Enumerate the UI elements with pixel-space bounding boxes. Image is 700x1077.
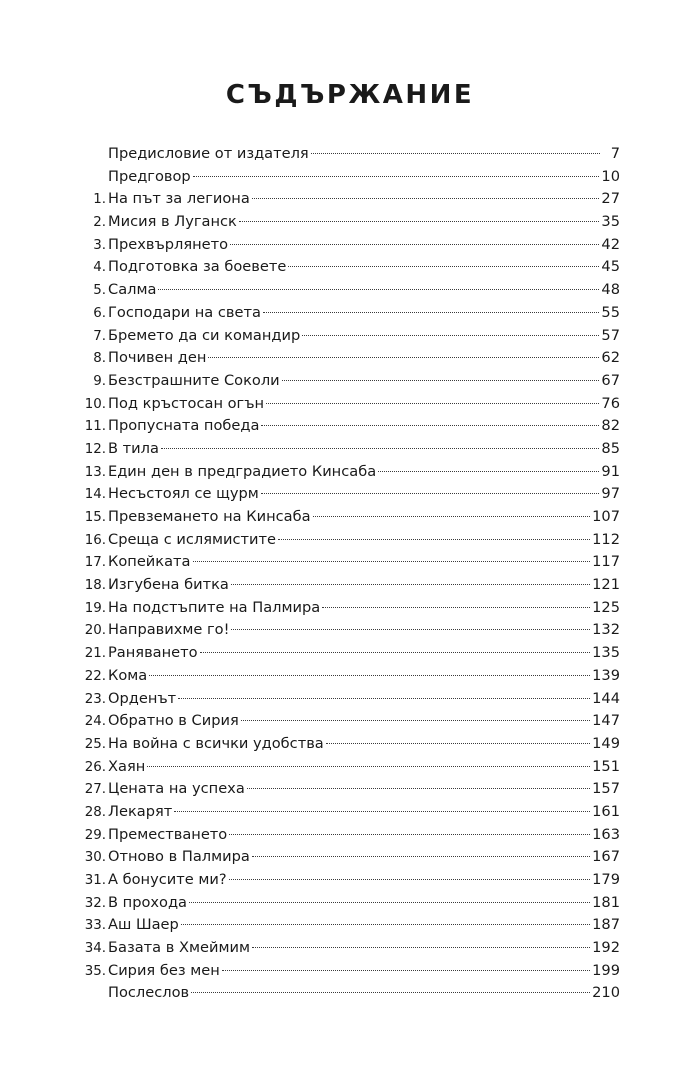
toc-entry — [78, 869, 620, 892]
toc-entry-number: 12. — [84, 441, 106, 457]
page-title: СЪДЪРЖАНИЕ — [225, 80, 475, 110]
dot-leader — [189, 902, 590, 903]
toc-entry-title: Несъстоял се щурм — [108, 485, 259, 503]
toc-entry-number: 32. — [84, 895, 106, 911]
toc-entry-number: 1. — [93, 192, 106, 208]
toc-entry-title: Безстрашните Соколи — [108, 371, 280, 389]
toc-entry-page: 181 — [592, 893, 620, 911]
toc-entry — [78, 166, 620, 189]
dot-leader — [252, 198, 600, 199]
toc-entry-page: 117 — [592, 553, 620, 571]
toc-entry-page: 7 — [610, 145, 620, 162]
toc-entry — [78, 393, 620, 416]
toc-entry-page: 55 — [601, 303, 620, 321]
toc-entry-title: В тила — [108, 439, 159, 457]
toc-entry — [78, 846, 620, 869]
toc-entry-title: Преместването — [108, 825, 228, 843]
toc-entry-number: 14. — [84, 487, 106, 503]
dot-leader — [193, 561, 591, 562]
toc-entry-page: 132 — [592, 621, 620, 639]
toc-entry-number: 9. — [93, 373, 106, 389]
table-of-contents — [78, 143, 620, 1005]
dot-leader — [322, 607, 590, 608]
toc-entry-page: 144 — [592, 689, 620, 707]
toc-entry-title: Обратно в Сирия — [108, 712, 239, 730]
toc-entry-page: 163 — [592, 825, 620, 843]
toc-entry-number: 6. — [93, 305, 106, 321]
toc-entry-title: Предисловие от издателя — [108, 145, 309, 162]
toc-entry-title: В прохода — [108, 893, 187, 911]
toc-entry-page: 121 — [592, 576, 620, 594]
toc-entry-title: Салма — [108, 281, 157, 299]
toc-entry-title: Подготовка за боевете — [108, 258, 287, 276]
toc-entry — [78, 347, 620, 370]
toc-entry-title: А бонусите ми? — [108, 871, 227, 888]
dot-leader — [158, 289, 599, 290]
toc-entry — [78, 143, 620, 166]
toc-entry-title: Базата в Хмеймим — [108, 939, 250, 957]
toc-entry-page: 107 — [592, 508, 620, 525]
toc-entry-title: Лекарят — [108, 802, 173, 820]
toc-entry-number: 11. — [84, 419, 106, 435]
toc-entry-title: На път за легиона — [108, 190, 250, 208]
toc-entry-title: Раняването — [108, 644, 198, 662]
toc-entry-page: 35 — [601, 213, 620, 231]
toc-entry — [78, 619, 620, 642]
toc-entry-title: Копейката — [108, 553, 191, 571]
toc-entry-page: 149 — [592, 734, 620, 752]
toc-entry — [78, 960, 620, 983]
toc-entry-title: Един ден в предградието Кинсаба — [108, 462, 377, 480]
toc-entry — [78, 801, 620, 824]
toc-entry-number: 18. — [84, 578, 106, 594]
toc-entry — [78, 733, 620, 756]
toc-entry-page: 151 — [592, 757, 620, 775]
toc-entry-number: 31. — [84, 873, 106, 888]
toc-entry-page: 125 — [592, 598, 620, 616]
toc-entry-title: Превземането на Кинсаба — [108, 508, 311, 525]
toc-entry-page: 27 — [601, 190, 620, 208]
toc-entry-number: 5. — [93, 283, 106, 299]
toc-entry-number: 3. — [93, 237, 106, 253]
toc-entry — [78, 937, 620, 960]
toc-entry-number: 33. — [84, 918, 106, 934]
dot-leader — [247, 788, 590, 789]
toc-entry-page: 210 — [592, 984, 620, 1002]
toc-entry-number: 25. — [84, 736, 106, 752]
toc-entry — [78, 574, 620, 597]
toc-entry-number: 27. — [84, 782, 106, 798]
toc-entry-number: 26. — [84, 759, 106, 775]
toc-entry-number: 21. — [84, 646, 106, 662]
toc-entry-number: 22. — [84, 668, 106, 684]
dot-leader — [149, 675, 590, 676]
toc-entry-page: 91 — [601, 462, 620, 480]
toc-entry-page: 10 — [601, 167, 620, 185]
toc-entry — [78, 325, 620, 348]
toc-entry-number: 19. — [84, 600, 106, 616]
toc-entry-title: Господари на света — [108, 303, 261, 321]
dot-leader — [326, 743, 590, 744]
toc-entry-number: 15. — [84, 510, 106, 525]
dot-leader — [263, 312, 600, 313]
toc-entry — [78, 370, 620, 393]
toc-entry — [78, 982, 620, 1005]
toc-entry-title: Хаян — [108, 757, 146, 775]
toc-entry-page: 67 — [601, 371, 620, 389]
toc-entry — [78, 914, 620, 937]
toc-entry — [78, 710, 620, 733]
toc-entry-page: 179 — [592, 871, 620, 888]
toc-entry — [78, 279, 620, 302]
dot-leader — [147, 766, 590, 767]
toc-entry-title: Аш Шаер — [108, 916, 179, 934]
toc-entry-number: 16. — [84, 532, 106, 548]
toc-entry — [78, 483, 620, 506]
dot-leader — [208, 357, 599, 358]
toc-entry-title: Пропусната победа — [108, 417, 260, 435]
toc-entry — [78, 188, 620, 211]
toc-entry-number: 24. — [84, 714, 106, 730]
toc-entry-title: Среща с ислямистите — [108, 530, 277, 548]
toc-entry-title: Бремето да си командир — [108, 326, 301, 344]
toc-entry-page: 192 — [592, 939, 620, 957]
toc-entry-number: 4. — [93, 260, 106, 276]
toc-entry — [78, 665, 620, 688]
dot-leader — [266, 403, 599, 404]
dot-leader — [239, 221, 600, 222]
toc-entry — [78, 892, 620, 915]
toc-entry-number: 28. — [84, 804, 106, 820]
toc-entry-page: 62 — [601, 349, 620, 367]
toc-entry-page: 57 — [601, 326, 620, 344]
dot-leader — [229, 879, 591, 880]
toc-entry-page: 199 — [592, 961, 620, 979]
toc-entry-title: Отново в Палмира — [108, 848, 250, 866]
toc-entry — [78, 824, 620, 847]
toc-entry-number: 7. — [93, 328, 106, 344]
toc-entry-page: 42 — [601, 235, 620, 253]
toc-entry-title: Цената на успеха — [108, 780, 245, 798]
toc-entry — [78, 529, 620, 552]
dot-leader — [302, 335, 599, 336]
toc-entry — [78, 642, 620, 665]
toc-entry-page: 139 — [592, 666, 620, 684]
toc-entry-title: На подстъпите на Палмира — [108, 598, 321, 616]
toc-entry-page: 48 — [601, 281, 620, 299]
toc-entry-number: 17. — [84, 555, 106, 571]
toc-entry-page: 161 — [592, 802, 620, 820]
toc-entry-title: Изгубена битка — [108, 576, 229, 594]
dot-leader — [282, 380, 600, 381]
toc-entry-number: 29. — [84, 827, 106, 843]
toc-entry-page: 82 — [601, 417, 620, 435]
toc-entry-page: 157 — [592, 780, 620, 798]
dot-leader — [178, 698, 590, 699]
toc-entry-title: Предговор — [108, 167, 191, 185]
dot-leader — [222, 970, 590, 971]
toc-entry-page: 112 — [592, 530, 620, 548]
toc-entry-number: 23. — [84, 691, 106, 707]
dot-leader — [252, 856, 590, 857]
toc-entry — [78, 506, 620, 529]
toc-entry-page: 76 — [601, 394, 620, 412]
toc-entry-number: 2. — [93, 215, 106, 231]
toc-entry-page: 135 — [592, 644, 620, 662]
toc-entry — [78, 551, 620, 574]
toc-entry-number: 20. — [84, 623, 106, 639]
dot-leader — [378, 471, 599, 472]
dot-leader — [231, 584, 590, 585]
toc-entry-number: 34. — [84, 941, 106, 957]
toc-entry — [78, 597, 620, 620]
dot-leader — [161, 448, 600, 449]
dot-leader — [261, 425, 599, 426]
toc-entry-page: 147 — [592, 712, 620, 730]
toc-entry-page: 167 — [592, 848, 620, 866]
dot-leader — [261, 493, 600, 494]
dot-leader — [229, 834, 590, 835]
toc-entry-page: 187 — [592, 916, 620, 934]
toc-entry-number: 35. — [84, 963, 106, 979]
toc-entry-page: 45 — [601, 258, 620, 276]
toc-entry-title: Мисия в Луганск — [108, 213, 237, 231]
toc-entry — [78, 688, 620, 711]
toc-entry-title: Послеслов — [108, 984, 190, 1002]
dot-leader — [241, 720, 590, 721]
dot-leader — [174, 811, 590, 812]
dot-leader — [311, 153, 600, 154]
toc-entry — [78, 756, 620, 779]
toc-entry-number: 13. — [84, 464, 106, 480]
toc-entry — [78, 302, 620, 325]
dot-leader — [200, 652, 591, 653]
toc-entry-title: На война с всички удобства — [108, 734, 324, 752]
toc-entry — [78, 438, 620, 461]
toc-entry-title: Сирия без мен — [108, 961, 220, 979]
toc-entry — [78, 234, 620, 257]
toc-entry-page: 85 — [601, 439, 620, 457]
dot-leader — [252, 947, 590, 948]
dot-leader — [288, 266, 599, 267]
toc-entry-page: 97 — [601, 485, 620, 503]
toc-entry-title: Кома — [108, 666, 148, 684]
toc-entry — [78, 778, 620, 801]
dot-leader — [193, 176, 600, 177]
toc-entry-number: 10. — [84, 396, 106, 412]
toc-entry — [78, 211, 620, 234]
dot-leader — [231, 629, 590, 630]
toc-entry-title: Почивен ден — [108, 349, 207, 367]
toc-entry-title: Под кръстосан огън — [108, 394, 265, 412]
dot-leader — [181, 924, 590, 925]
toc-entry-number: 30. — [84, 850, 106, 866]
dot-leader — [313, 516, 591, 517]
toc-entry-title: Орденът — [108, 689, 177, 707]
dot-leader — [191, 992, 590, 993]
toc-entry-number: 8. — [93, 351, 106, 367]
toc-entry — [78, 415, 620, 438]
toc-entry-title: Направихме го! — [108, 621, 230, 639]
dot-leader — [230, 244, 599, 245]
toc-entry-title: Прехвърлянето — [108, 235, 229, 253]
dot-leader — [278, 539, 590, 540]
toc-entry — [78, 256, 620, 279]
toc-entry — [78, 461, 620, 484]
